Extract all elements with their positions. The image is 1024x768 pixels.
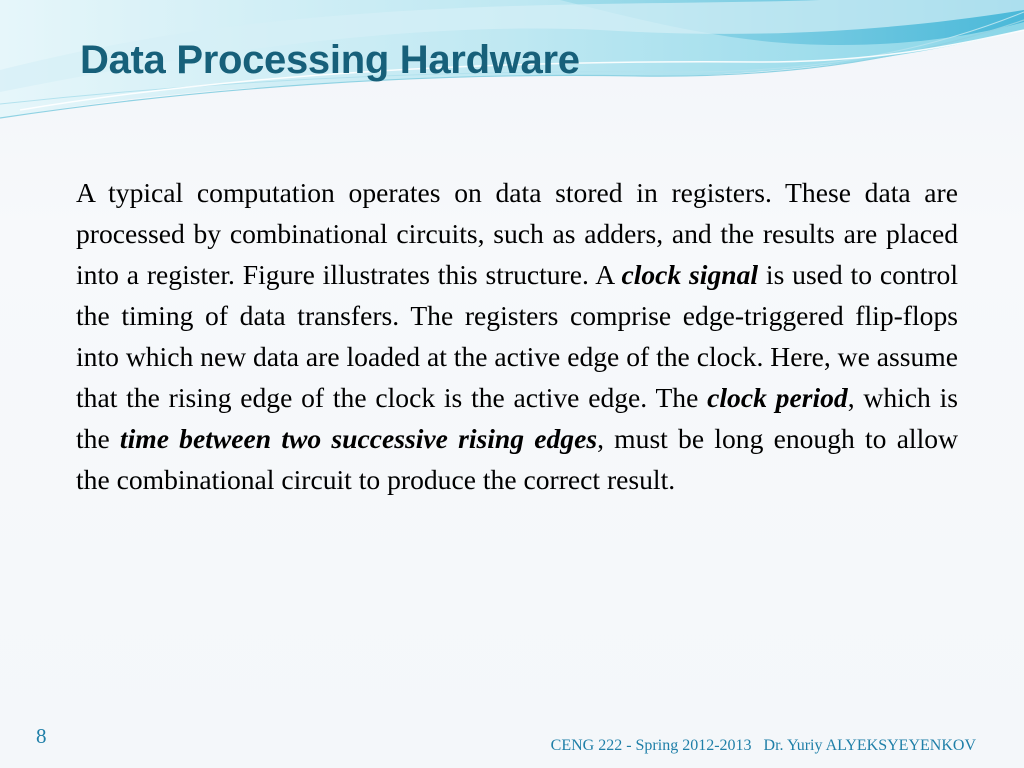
- emphasis-time-between-edges: time between two successive rising edges: [119, 423, 598, 454]
- footer-course: CENG 222 - Spring 2012-2013: [550, 737, 752, 754]
- body-text-segment: A typical computation operates on data stored in registers. These data are processed by combinational circuits, such as adders, and the results are placed into a register. Figure illustrates this structure. A: [76, 177, 958, 290]
- slide-body-paragraph: [76, 172, 958, 500]
- slide-footer: [551, 737, 976, 755]
- emphasis-clock-signal: clock signal: [621, 259, 759, 290]
- slide-title: Data Processing Hardware: [80, 38, 580, 82]
- body-text-segment: is used to control the timing of data transfers. The registers comprise edge-triggered flip-flops into which new data are loaded at the active edge of the clock. Here, we assume that the rising edge of the clock is the active edge. The: [76, 259, 959, 413]
- slide-number: 8: [36, 724, 47, 748]
- body-text-segment: , must be long enough to allow the combinational circuit to produce the correct result.: [76, 423, 958, 495]
- footer-author: Dr. Yuriy ALYEKSYEYENKOV: [763, 737, 976, 754]
- emphasis-clock-period: clock period: [707, 382, 848, 413]
- body-text-segment: , which is the: [76, 382, 959, 454]
